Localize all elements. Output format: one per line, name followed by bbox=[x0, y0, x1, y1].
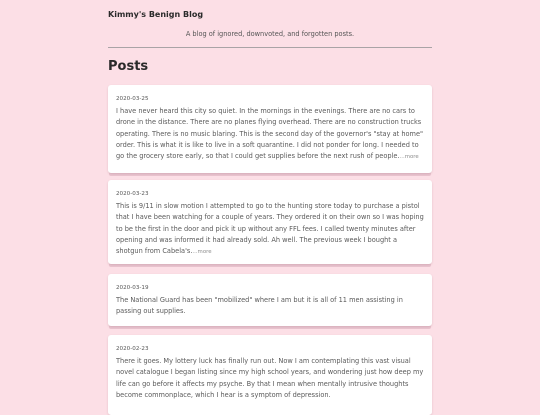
read-more-link[interactable]: ...more bbox=[399, 154, 419, 161]
post-excerpt-text: I have never heard this city so quiet. In the mornings in the evenings. There are no cars to drone in the distance. There are no planes flying overhead. There are no construction trucks operating. There is no music blaring. This is the second day of the governor's "stay at home" order. This is what it is like to live in a soft quarantine. I did not ponder for long. I needed to go the grocery store early, so that I could get supplies before the next rush of people. bbox=[116, 107, 424, 161]
post-excerpt bbox=[116, 356, 424, 402]
post-excerpt-text: The National Guard has been "mobilized" where I am but it is all of 11 men assisting in passing out supplies. bbox=[116, 296, 403, 316]
post-excerpt bbox=[116, 106, 424, 163]
post-excerpt bbox=[116, 295, 424, 319]
post-date: 2020-02-23 bbox=[116, 346, 149, 352]
post-excerpt bbox=[116, 201, 424, 258]
post-card[interactable] bbox=[108, 274, 432, 326]
read-more-link[interactable]: ...more bbox=[192, 249, 212, 256]
post-card[interactable] bbox=[108, 335, 432, 415]
post-card[interactable] bbox=[108, 180, 432, 264]
post-excerpt-text: There it goes. My lottery luck has finally run out. Now I am contemplating this vast visual novel catalogue I began listing since my high school years, and wondering just how deep my life can go before it affects my psyche. By that I mean when mentally intrusive thoughts become commonplace, which I hear is a symptom of depression. bbox=[116, 357, 424, 399]
header-divider bbox=[108, 47, 432, 48]
site-tagline: A blog of ignored, downvoted, and forgotten posts. bbox=[185, 30, 355, 38]
post-date: 2020-03-25 bbox=[116, 96, 149, 102]
site-title-link[interactable]: Kimmy's Benign Blog bbox=[108, 10, 204, 19]
posts-heading: Posts bbox=[108, 59, 149, 74]
post-excerpt-text: This is 9/11 in slow motion I attempted to go to the hunting store today to purchase a pistol that I have been watching for a couple of years. They ordered it on their own so I was hoping to be the first in the door and pick it up without any FFL fees. I called twenty minutes after opening and was informed it had already sold. Ah well. The previous week I bought a shotgun from Cabela's. bbox=[116, 202, 424, 256]
post-date: 2020-03-23 bbox=[116, 191, 149, 197]
post-date: 2020-03-19 bbox=[116, 285, 149, 291]
post-card[interactable] bbox=[108, 85, 432, 173]
